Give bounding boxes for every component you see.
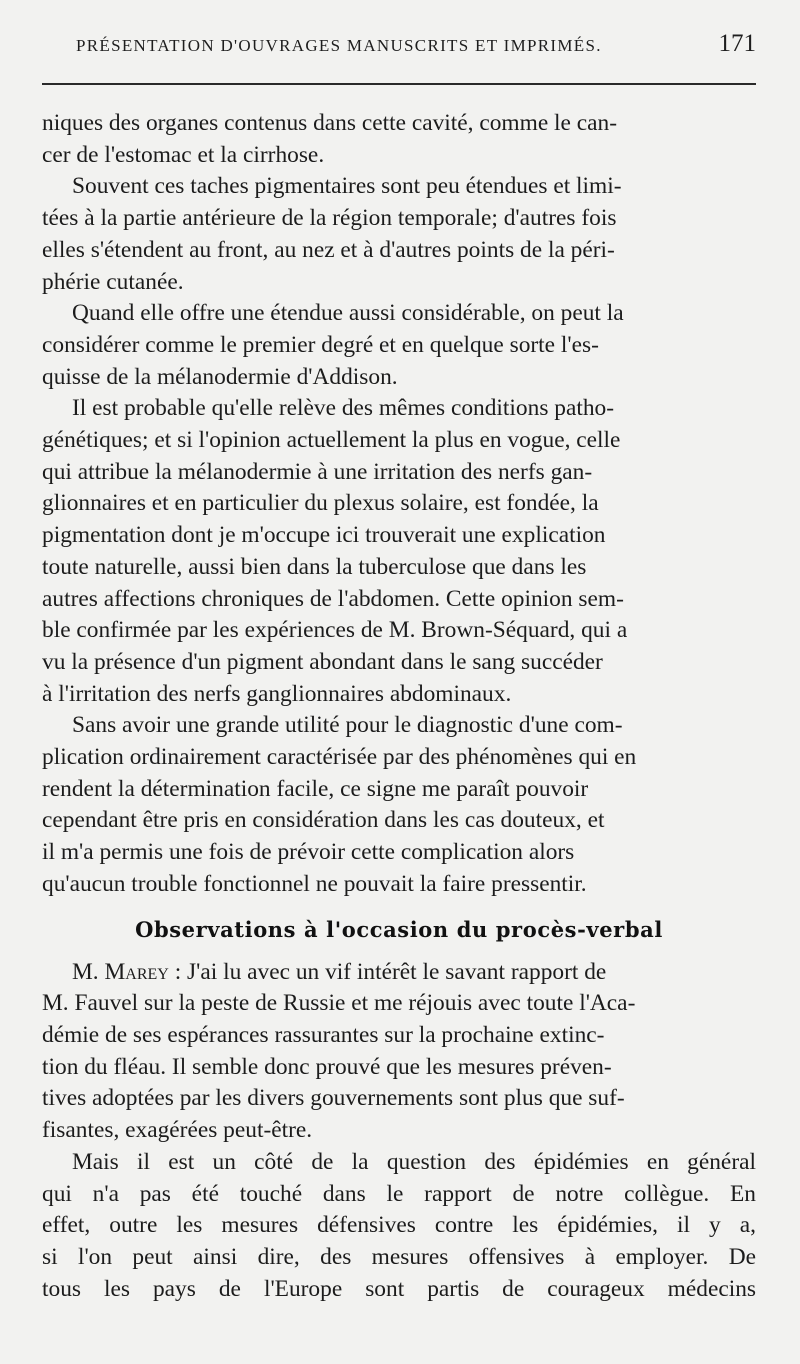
- text-line: génétiques; et si l'opinion actuellement la plus en vogue, celle: [42, 427, 621, 454]
- paragraph: [42, 171, 756, 298]
- page-number: 171: [718, 30, 756, 57]
- text-line: Quand elle offre une étendue aussi considérable, on peut la: [72, 300, 624, 327]
- text-line: vu la présence d'un pigment abondant dans le sang succéder: [42, 648, 603, 675]
- text-line: tées à la partie antérieure de la région temporale; d'autres fois: [42, 205, 617, 232]
- text-line: pigmentation dont je m'occupe ici trouverait une explication: [42, 522, 606, 549]
- text-line: qu'aucun trouble fonctionnel ne pouvait la faire pressentir.: [42, 870, 587, 897]
- text-line: autres affections chroniques de l'abdomen. Cette opinion sem-: [42, 585, 624, 612]
- section-heading: Observations à l'occasion du procès-verbal: [135, 916, 663, 942]
- header-rule: [42, 83, 756, 85]
- text-line: quisse de la mélanodermie d'Addison.: [42, 363, 398, 390]
- text-line: rendent la détermination facile, ce signe me paraît pouvoir: [42, 775, 589, 802]
- text-line: tous les pays de l'Europe sont partis de courageux médecins: [42, 1275, 756, 1302]
- text-line: si l'on peut ainsi dire, des mesures offensives à employer. De: [42, 1243, 756, 1270]
- text-line: : J'ai lu avec un vif intérêt le savant rapport de: [168, 958, 607, 985]
- text-line: fisantes, exagérées peut-être.: [42, 1117, 313, 1144]
- paragraph: [42, 710, 756, 900]
- text-line: qui attribue la mélanodermie à une irritation des nerfs gan-: [42, 458, 593, 485]
- text-line: elles s'étendent au front, au nez et à d'autres points de la péri-: [42, 236, 615, 263]
- text-line: tives adoptées par les divers gouvernements sont plus que suf-: [42, 1085, 625, 1112]
- text-line: phérie cutanée.: [42, 268, 184, 295]
- paragraph: [42, 1147, 756, 1306]
- text-line: glionnaires et en particulier du plexus solaire, est fondée, la: [42, 490, 599, 517]
- text-line: Souvent ces taches pigmentaires sont peu étendues et limi-: [72, 173, 622, 200]
- paragraph: [42, 957, 756, 1147]
- text-line: cer de l'estomac et la cirrhose.: [42, 141, 325, 168]
- paragraph: [42, 298, 756, 393]
- speaker-name: M. Marey: [72, 958, 169, 985]
- paragraph: [42, 108, 756, 171]
- text-line: qui n'a pas été touché dans le rapport de notre collègue. En: [42, 1180, 756, 1207]
- running-title: PRÉSENTATION D'OUVRAGES MANUSCRITS ET IMPRIMÉS.: [76, 36, 602, 55]
- text-line: M. Fauvel sur la peste de Russie et me réjouis avec toute l'Aca-: [42, 990, 636, 1017]
- paragraph: [42, 393, 756, 710]
- text-line: Il est probable qu'elle relève des mêmes conditions patho-: [72, 395, 615, 422]
- page-header: [42, 32, 756, 66]
- text-line: niques des organes contenus dans cette cavité, comme le can-: [42, 110, 618, 136]
- text-line: il m'a permis une fois de prévoir cette complication alors: [42, 839, 575, 866]
- body-text: [42, 108, 756, 1305]
- text-line: considérer comme le premier degré et en quelque sorte l'es-: [42, 331, 599, 358]
- text-line: effet, outre les mesures défensives contre les épidémies, il y a,: [42, 1212, 756, 1239]
- text-line: démie de ses espérances rassurantes sur la prochaine extinc-: [42, 1021, 605, 1048]
- text-line: cependant être pris en considération dans les cas douteux, et: [42, 807, 605, 834]
- text-line: Mais il est un côté de la question des épidémies en général: [72, 1148, 756, 1175]
- text-line: tion du fléau. Il semble donc prouvé que les mesures préven-: [42, 1053, 612, 1080]
- text-line: toute naturelle, aussi bien dans la tuberculose que dans les: [42, 553, 587, 580]
- text-line: ble confirmée par les expériences de M. Brown-Séquard, qui a: [42, 617, 628, 644]
- text-line: à l'irritation des nerfs ganglionnaires abdominaux.: [42, 680, 512, 707]
- text-line: plication ordinairement caractérisée par des phénomènes qui en: [42, 744, 637, 771]
- text-line: Sans avoir une grande utilité pour le diagnostic d'une com-: [72, 712, 623, 739]
